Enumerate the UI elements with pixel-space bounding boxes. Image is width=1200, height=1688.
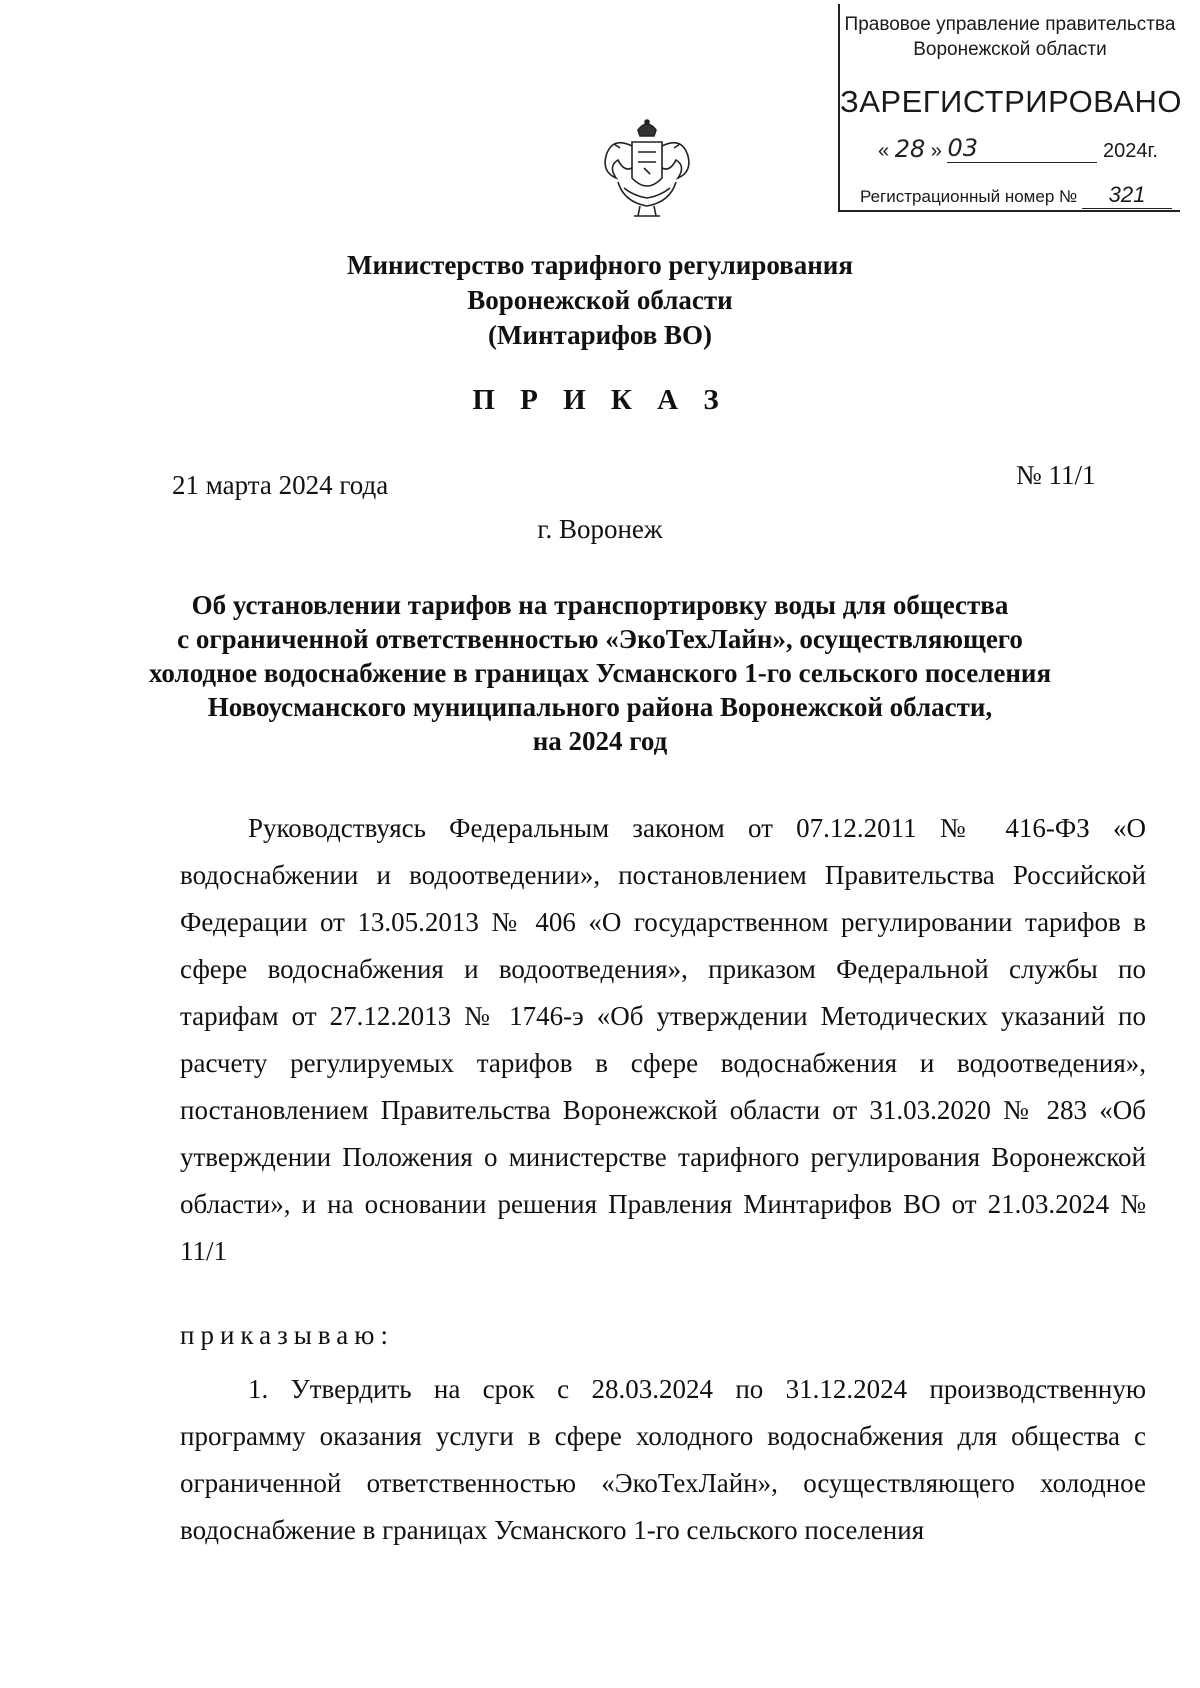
- preamble-paragraph: Руководствуясь Федеральным законом от 07.12.2011 № 416-ФЗ «О водоснабжении и водоотведении», постановлением Правительства Российской Федерации от 13.05.2013 № 406 «О государственном регулировании тарифов в сфере водоснабжения и водоотведения», приказом Федеральной службы по тарифам от 27.12.2013 № 1746-э «Об утверждении Методических указаний по расчету регулируемых тарифов в сфере водоснабжения и водоотведения», постановлением Правительства Воронежской области от 31.03.2020 № 283 «Об утверждении Положения о министерстве тарифного регулирования Воронежской области», и на основании решения Правления Минтарифов ВО от 21.03.2024 № 11/1: [180, 813, 1146, 1266]
- stamp-registered-label: ЗАРЕГИСТРИРОВАНО: [840, 84, 1183, 119]
- stamp-reg-number-value: 321: [1108, 182, 1146, 207]
- stamp-date-month: 03: [947, 134, 979, 162]
- document-date: 21 марта 2024 года: [172, 470, 389, 500]
- org-name-line3: (Минтарифов ВО): [487, 320, 713, 350]
- document-number: № 11/1: [1016, 460, 1096, 490]
- coat-of-arms-icon: [594, 116, 700, 222]
- document-subject: [0, 588, 1200, 758]
- stamp-date-close-quote: »: [930, 140, 942, 162]
- org-name-line1: Министерство тарифного регулирования: [347, 250, 853, 280]
- order-word: приказываю:: [180, 1320, 394, 1350]
- stamp-reg-number: [860, 182, 1172, 209]
- org-name-line2: Воронежской области: [467, 285, 733, 315]
- document-city: г. Воронеж: [537, 514, 663, 544]
- stamp-date-day: 28: [894, 135, 926, 163]
- subject-line3: холодное водоснабжение в границах Усманского 1-го сельского поселения: [148, 658, 1052, 688]
- item-1-paragraph: 1. Утвердить на срок с 28.03.2024 по 31.12.2024 производственную программу оказания услуги в сфере холодного водоснабжения для общества с ограниченной ответственностью «ЭкоТехЛайн», осуществляющего холодное водоснабжение в границах Усманского 1-го сельского поселения: [180, 1374, 1146, 1545]
- stamp-date: [878, 134, 1168, 164]
- registration-stamp: [838, 4, 1183, 212]
- stamp-date-month-line: [947, 134, 1097, 163]
- subject-line1: Об установлении тарифов на транспортировку воды для общества: [191, 590, 1009, 620]
- stamp-organization: [840, 12, 1180, 62]
- organization-name: [0, 248, 1200, 353]
- stamp-date-open-quote: «: [878, 140, 890, 162]
- stamp-org-line1: Правовое управление правительства: [844, 14, 1176, 35]
- document-type-title: П Р И К А З: [472, 384, 728, 416]
- stamp-org-line2: Воронежской области: [913, 39, 1107, 60]
- stamp-date-year-suffix: г.: [1147, 140, 1158, 162]
- stamp-reg-number-line: [1082, 182, 1172, 209]
- stamp-date-year: 2024: [1103, 140, 1148, 162]
- stamp-reg-number-label: Регистрационный номер №: [860, 187, 1078, 206]
- subject-line5: на 2024 год: [532, 726, 668, 756]
- subject-line2: с ограниченной ответственностью «ЭкоТехЛайн», осуществляющего: [177, 624, 1023, 654]
- subject-line4: Новоусманского муниципального района Воронежской области,: [207, 692, 993, 722]
